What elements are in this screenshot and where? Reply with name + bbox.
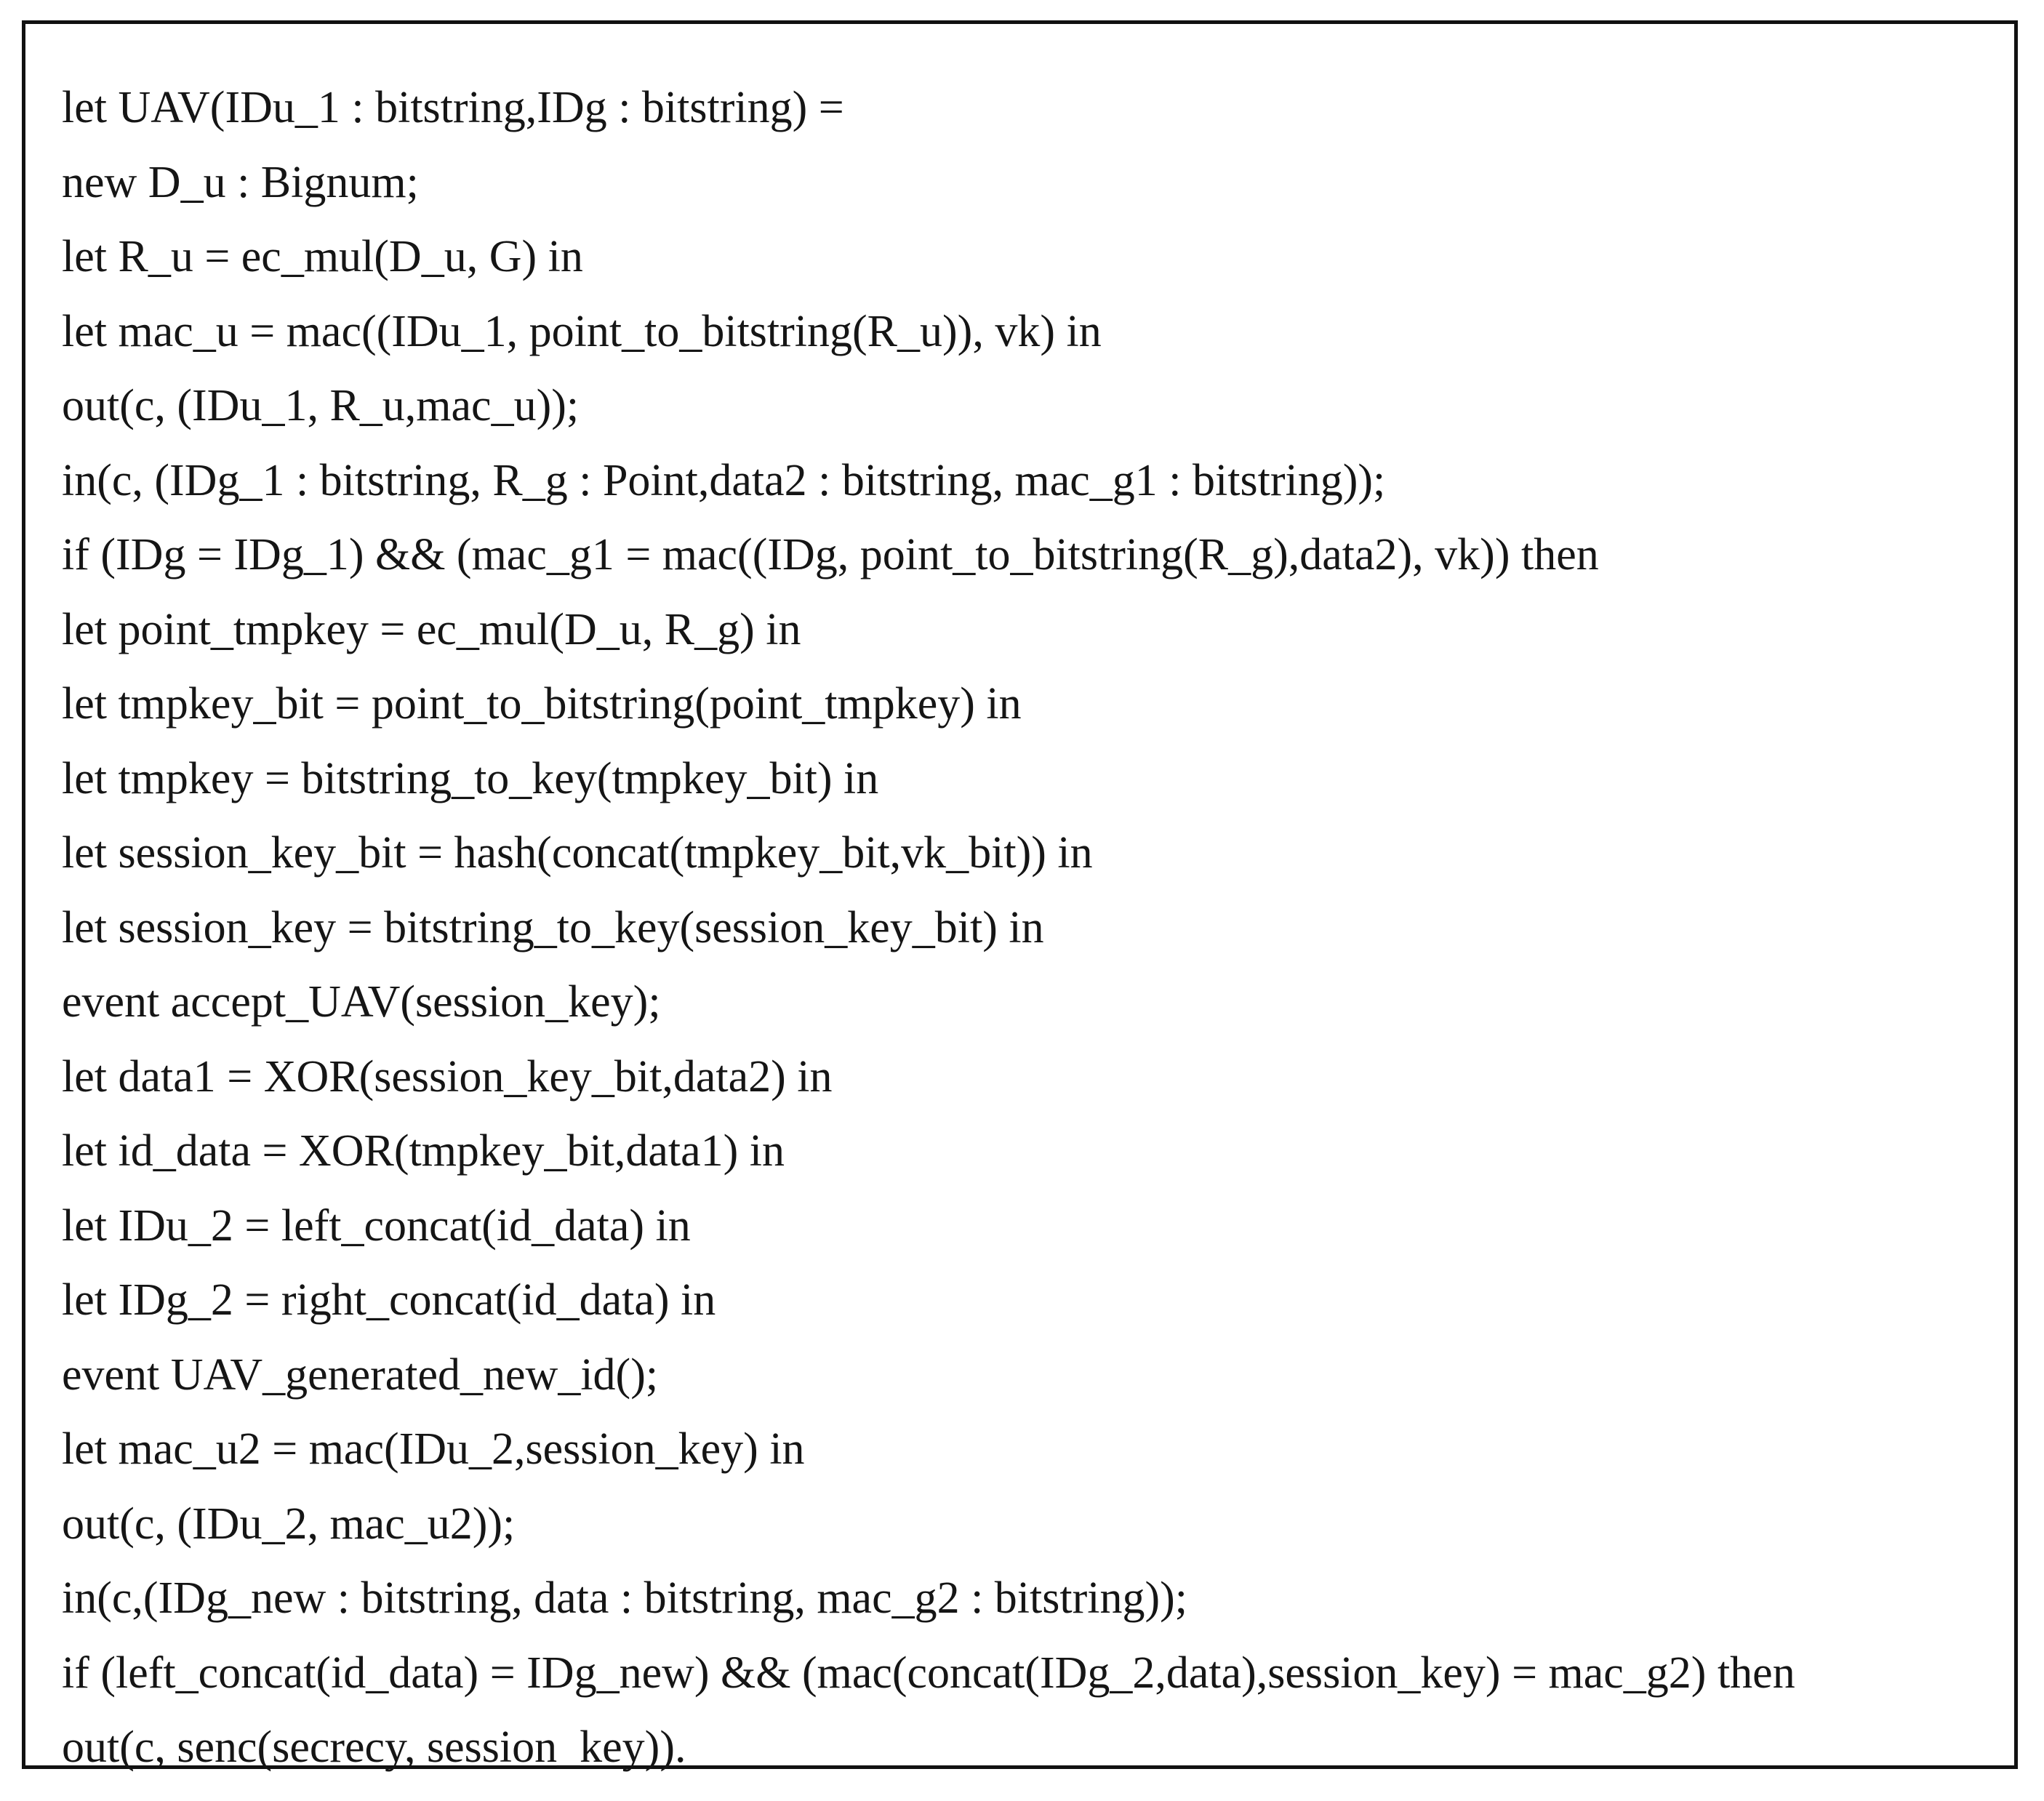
code-line: if (IDg = IDg_1) && (mac_g1 = mac((IDg, point_to_bitstring(R_g),data2), vk)) then: [62, 530, 1599, 579]
code-line: event accept_UAV(session_key);: [62, 977, 661, 1027]
code-line: let id_data = XOR(tmpkey_bit,data1) in: [62, 1126, 785, 1176]
code-line: let tmpkey_bit = point_to_bitstring(point_tmpkey) in: [62, 679, 1022, 729]
code-line: let data1 = XOR(session_key_bit,data2) in: [62, 1051, 833, 1102]
code-line: let session_key_bit = hash(concat(tmpkey_bit,vk_bit)) in: [62, 828, 1093, 878]
code-line: let point_tmpkey = ec_mul(D_u, R_g) in: [62, 604, 801, 654]
code-line: out(c, senc(secrecy, session_key)).: [62, 1722, 686, 1772]
code-line: out(c, (IDu_2, mac_u2));: [62, 1499, 516, 1549]
code-line: let IDg_2 = right_concat(id_data) in: [62, 1275, 716, 1325]
code-line: let session_key = bitstring_to_key(session_key_bit) in: [62, 902, 1044, 952]
code-line: let mac_u = mac((IDu_1, point_to_bitstring(R_u)), vk) in: [62, 306, 1102, 356]
code-line: let tmpkey = bitstring_to_key(tmpkey_bit) in: [62, 753, 879, 803]
code-line: let IDu_2 = left_concat(id_data) in: [62, 1200, 691, 1251]
code-line: let R_u = ec_mul(D_u, G) in: [62, 232, 583, 281]
code-line: in(c,(IDg_new : bitstring, data : bitstring, mac_g2 : bitstring));: [62, 1573, 1188, 1623]
code-line: out(c, (IDu_1, R_u,mac_u));: [62, 381, 580, 430]
code-line: in(c, (IDg_1 : bitstring, R_g : Point,data2 : bitstring, mac_g1 : bitstring));: [62, 455, 1386, 505]
code-line: let mac_u2 = mac(IDu_2,session_key) in: [62, 1424, 805, 1474]
code-line: new D_u : Bignum;: [62, 157, 419, 207]
code-listing: [62, 71, 1795, 1785]
code-line: let UAV(IDu_1 : bitstring,IDg : bitstring) =: [62, 83, 844, 132]
code-listing-box: [22, 20, 2018, 1772]
code-line: event UAV_generated_new_id();: [62, 1349, 659, 1400]
code-line: if (left_concat(id_data) = IDg_new) && (mac(concat(IDg_2,data),session_key) = mac_g2) then: [62, 1648, 1795, 1698]
